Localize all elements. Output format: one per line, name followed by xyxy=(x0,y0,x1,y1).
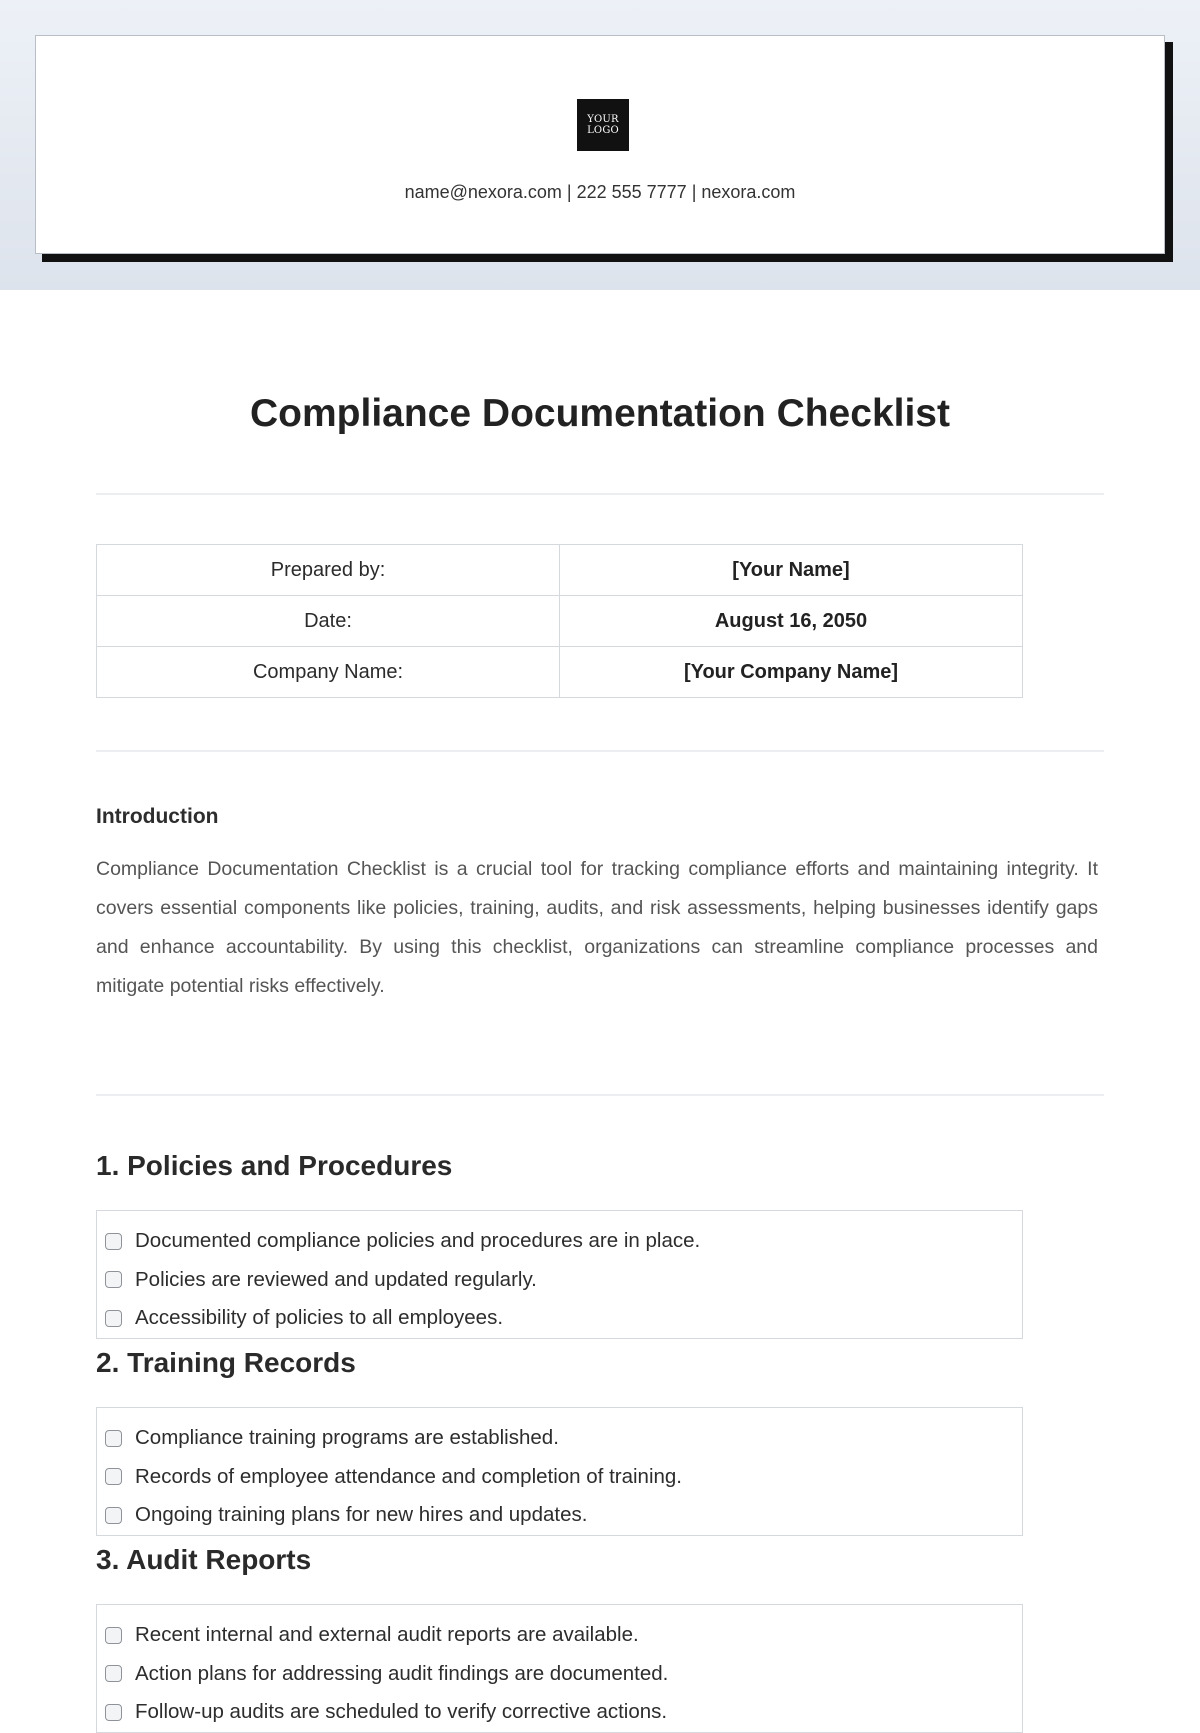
info-value: [Your Company Name] xyxy=(560,647,1023,698)
checklist-policies xyxy=(96,1210,1023,1339)
section-title-training: 2. Training Records xyxy=(96,1347,356,1378)
checklist-audit xyxy=(96,1604,1023,1733)
checkbox[interactable] xyxy=(105,1310,122,1327)
checkbox[interactable] xyxy=(105,1468,122,1485)
checklist-item-label: Documented compliance policies and procedures are in place. xyxy=(135,1229,701,1253)
divider xyxy=(96,1094,1104,1096)
checklist-item-label: Ongoing training plans for new hires and updates. xyxy=(135,1503,588,1527)
checklist-item xyxy=(97,1458,1022,1497)
checkbox[interactable] xyxy=(105,1233,122,1250)
checkbox[interactable] xyxy=(105,1627,122,1644)
checklist-item xyxy=(97,1496,1022,1535)
checkbox[interactable] xyxy=(105,1665,122,1682)
checklist-item xyxy=(97,1419,1022,1458)
checklist-item-label: Action plans for addressing audit findings are documented. xyxy=(135,1661,669,1685)
checklist-item xyxy=(97,1616,1022,1655)
info-row-prepared-by xyxy=(97,545,1023,596)
checklist-item xyxy=(97,1261,1022,1300)
logo-text-line2: LOGO xyxy=(587,125,619,136)
company-logo xyxy=(577,99,629,151)
checklist-item xyxy=(97,1222,1022,1261)
checklist-item-label: Compliance training programs are established. xyxy=(135,1426,559,1450)
checkbox[interactable] xyxy=(105,1507,122,1524)
checklist-item-label: Accessibility of policies to all employees. xyxy=(135,1306,504,1330)
checklist-item xyxy=(97,1299,1022,1338)
info-table xyxy=(96,544,1023,698)
contact-info: name@nexora.com | 222 555 7777 | nexora.com xyxy=(404,182,796,202)
info-row-date xyxy=(97,596,1023,647)
checklist-item-label: Follow-up audits are scheduled to verify corrective actions. xyxy=(135,1700,668,1724)
info-label: Prepared by: xyxy=(97,545,560,596)
document-title: Compliance Documentation Checklist xyxy=(250,392,950,435)
section-title-audit: 3. Audit Reports xyxy=(96,1544,312,1575)
section-title-policies: 1. Policies and Procedures xyxy=(96,1150,453,1181)
checklist-training xyxy=(96,1407,1023,1536)
divider xyxy=(96,493,1104,495)
logo-text-line1: YOUR xyxy=(587,114,619,125)
checkbox[interactable] xyxy=(105,1704,122,1721)
checkbox[interactable] xyxy=(105,1430,122,1447)
checklist-item-label: Policies are reviewed and updated regularly. xyxy=(135,1267,537,1291)
info-value: [Your Name] xyxy=(560,545,1023,596)
info-label: Date: xyxy=(97,596,560,647)
info-row-company-name xyxy=(97,647,1023,698)
introduction-text: Compliance Documentation Checklist is a crucial tool for tracking compliance efforts and maintaining integrity. It covers essential components like policies, training, audits, and risk assessments, helping businesses identify gaps and enhance accountability. By using this checklist, organizations can streamline compliance processes and mitigate potential risks effectively. xyxy=(96,858,1098,997)
introduction-heading: Introduction xyxy=(96,805,219,828)
info-label: Company Name: xyxy=(97,647,560,698)
info-value: August 16, 2050 xyxy=(560,596,1023,647)
checklist-item xyxy=(97,1655,1022,1694)
checklist-item xyxy=(97,1693,1022,1732)
checklist-item-label: Recent internal and external audit reports are available. xyxy=(135,1623,639,1647)
checklist-item-label: Records of employee attendance and completion of training. xyxy=(135,1464,683,1488)
divider xyxy=(96,750,1104,752)
checkbox[interactable] xyxy=(105,1271,122,1288)
